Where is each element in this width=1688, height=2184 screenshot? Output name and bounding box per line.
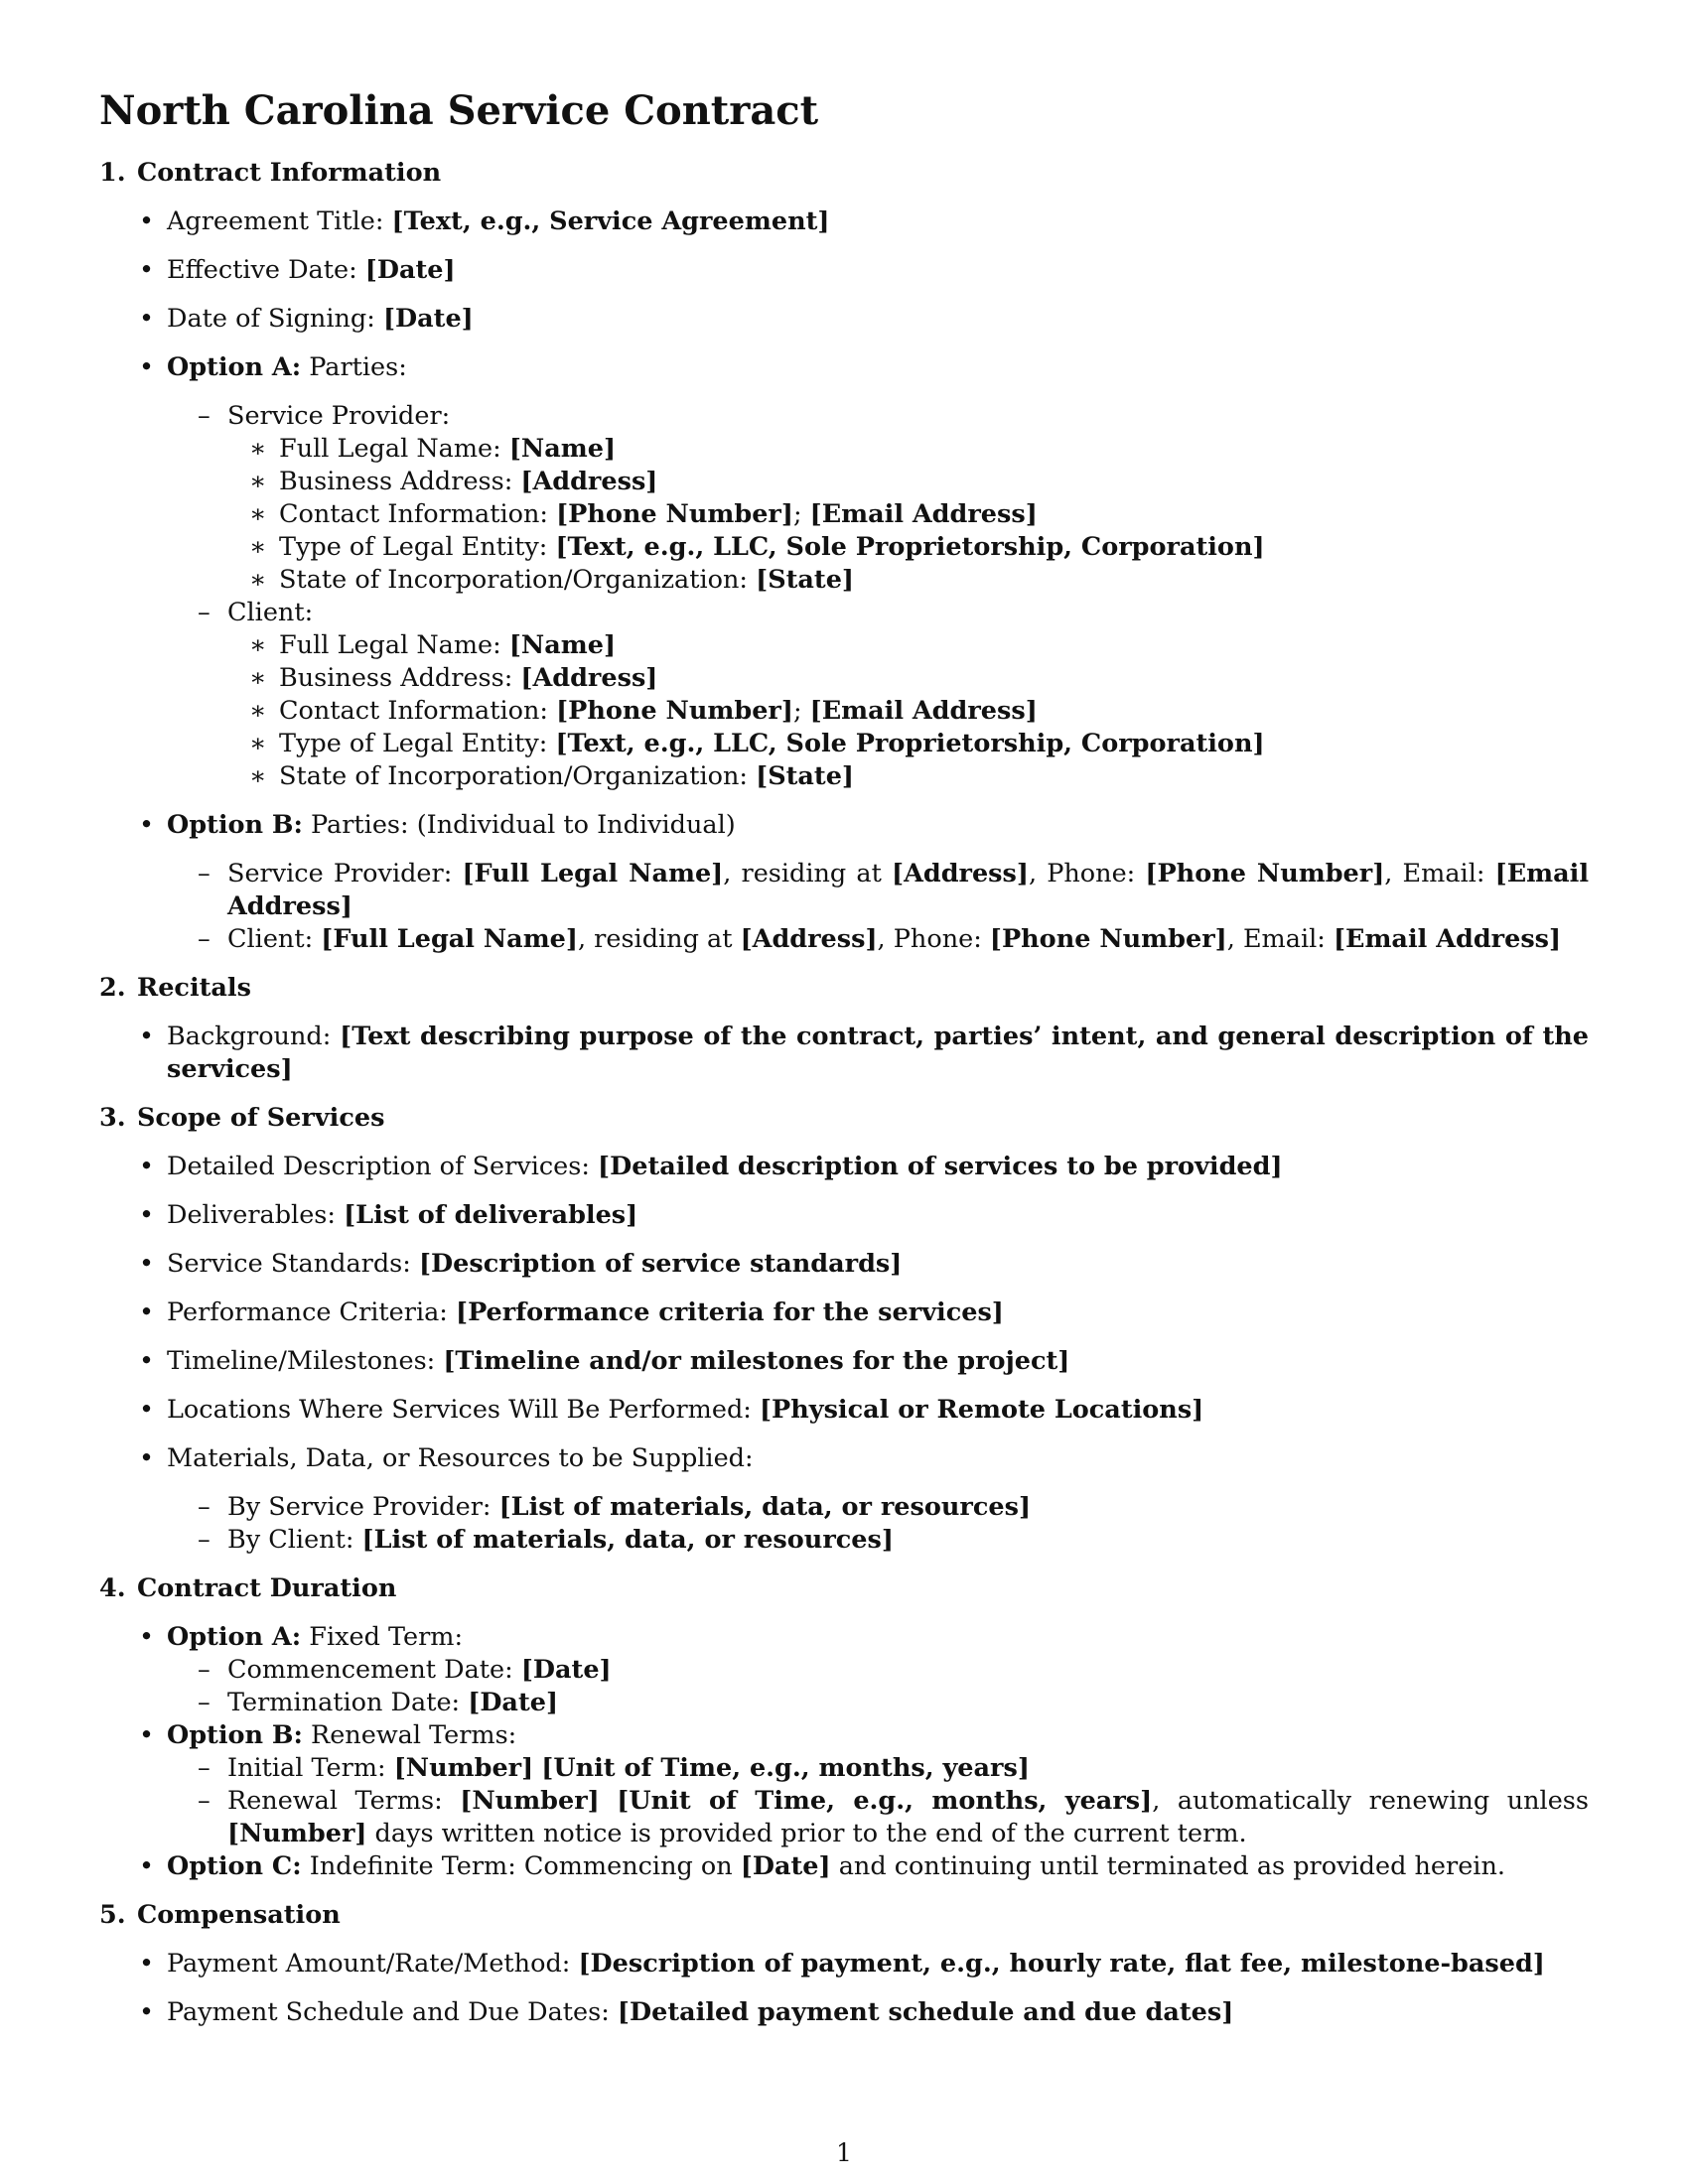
field-label: , residing at (723, 859, 893, 888)
section-number: 3. (99, 1103, 126, 1133)
field-label: Contact Information: (279, 696, 557, 726)
field-placeholder: [Email Address] (227, 859, 1590, 921)
compensation-list (99, 1948, 1589, 2029)
field-placeholder: [Name] (508, 630, 617, 660)
section-contract-duration (99, 1572, 1589, 1883)
field-label: Termination Date: (227, 1688, 469, 1717)
field-label: Effective Date: (167, 255, 365, 285)
field-label: Materials, Data, or Resources to be Supplied: (167, 1443, 754, 1473)
field-label: Background: (167, 1022, 341, 1051)
field-placeholder: [Number] (227, 1819, 367, 1848)
page-title: North Carolina Service Contract (99, 87, 819, 134)
field-label: Timeline/Milestones: (167, 1346, 444, 1376)
field-placeholder: [List of deliverables] (344, 1200, 638, 1230)
field-placeholder: [Detailed description of services to be provided] (598, 1152, 1283, 1181)
scope-list (99, 1151, 1589, 1557)
field-placeholder: [Date] (468, 1688, 559, 1717)
page-number: 1 (836, 2138, 852, 2167)
section-recitals (99, 972, 1589, 1086)
list-item (279, 498, 1589, 531)
field-label: Payment Schedule and Due Dates: (167, 1997, 618, 2027)
field-placeholder: [Full Legal Name] (321, 924, 578, 954)
field-label: Locations Where Services Will Be Performed: (167, 1395, 760, 1425)
field-placeholder: [Phone Number] (989, 924, 1227, 954)
field-placeholder: [Address] (740, 924, 878, 954)
party-label: Client: (227, 924, 322, 954)
list-item (279, 760, 1589, 793)
field-label: , residing at (577, 924, 741, 954)
section-heading (99, 1102, 1589, 1135)
field-placeholder: [Email Address] (1333, 924, 1562, 954)
list-item (167, 1345, 1589, 1378)
section-number: 4. (99, 1573, 126, 1603)
contract-info-list (99, 205, 1589, 956)
field-placeholder: [Number] (460, 1786, 600, 1816)
list-item (167, 1248, 1589, 1281)
section-title: Scope of Services (137, 1103, 385, 1133)
field-placeholder: [Physical or Remote Locations] (759, 1395, 1204, 1425)
field-label: Initial Term: (227, 1753, 394, 1783)
list-item (279, 466, 1589, 498)
option-text: Parties: (Individual to Individual) (302, 810, 736, 840)
list-item (167, 1948, 1589, 1980)
list-item (279, 662, 1589, 695)
field-placeholder: [Phone Number] (556, 499, 793, 529)
list-item (227, 923, 1589, 956)
field-placeholder: [Date] (382, 304, 474, 334)
option-b-renewal-terms (167, 1719, 1589, 1850)
field-label: Detailed Description of Services: (167, 1152, 599, 1181)
list-item (279, 531, 1589, 564)
parties-list (167, 400, 1589, 793)
field-label: Full Legal Name: (279, 630, 509, 660)
field-label: By Service Provider: (227, 1492, 499, 1522)
duration-list (99, 1621, 1589, 1883)
section-title: Contract Duration (137, 1573, 397, 1603)
contract-body (99, 157, 1589, 2045)
field-label: Contact Information: (279, 499, 557, 529)
field-label: Business Address: (279, 467, 521, 496)
party-label: Service Provider: (227, 859, 463, 888)
field-label: Full Legal Name: (279, 434, 509, 464)
field-label: Payment Amount/Rate/Method: (167, 1949, 579, 1979)
field-placeholder: [Text, e.g., LLC, Sole Proprietorship, Corporation] (555, 729, 1265, 758)
option-label: Option B: (167, 1720, 303, 1750)
field-placeholder: [Unit of Time, e.g., months, years] (617, 1786, 1153, 1816)
field-placeholder: [Number] (393, 1753, 534, 1783)
field-label: , Phone: (877, 924, 990, 954)
clause-text: Indefinite Term: Commencing on (301, 1851, 741, 1881)
field-label: Type of Legal Entity: (279, 532, 556, 562)
materials-item (167, 1442, 1589, 1557)
field-placeholder: [Text, e.g., LLC, Sole Proprietorship, Corporation] (555, 532, 1265, 562)
list-item (279, 695, 1589, 728)
section-heading (99, 972, 1589, 1005)
list-item (227, 1752, 1589, 1785)
list-item (279, 433, 1589, 466)
list-item (167, 303, 1589, 336)
option-c-indefinite-term (167, 1850, 1589, 1883)
option-text: Renewal Terms: (302, 1720, 517, 1750)
field-label: , Email: (1226, 924, 1334, 954)
section-heading (99, 1572, 1589, 1605)
list-item (167, 1394, 1589, 1427)
field-placeholder: [Detailed payment schedule and due dates] (617, 1997, 1234, 2027)
field-placeholder: [Timeline and/or milestones for the project] (443, 1346, 1070, 1376)
list-item (167, 1021, 1589, 1086)
clause-text: and continuing until terminated as provided herein. (830, 1851, 1505, 1881)
list-item (167, 1151, 1589, 1183)
section-scope-of-services (99, 1102, 1589, 1557)
list-item (167, 205, 1589, 238)
section-title: Contract Information (137, 158, 442, 188)
option-text: Fixed Term: (301, 1622, 464, 1652)
party-label: Service Provider: (227, 401, 451, 431)
option-label: Option C: (167, 1851, 302, 1881)
list-item (227, 1785, 1589, 1850)
list-item (227, 1491, 1589, 1524)
separator: ; (792, 696, 810, 726)
field-placeholder: [Date] (520, 1655, 612, 1685)
field-placeholder: [State] (756, 565, 854, 595)
field-placeholder: [Phone Number] (556, 696, 793, 726)
field-placeholder: [Text describing purpose of the contract, parties’ intent, and general description of the services] (167, 1022, 1589, 1084)
field-placeholder: [Address] (520, 663, 658, 693)
option-text: Parties: (301, 352, 407, 382)
provider-details (227, 433, 1589, 597)
field-placeholder: [Address] (892, 859, 1029, 888)
field-label: , Phone: (1028, 859, 1146, 888)
field-placeholder: [Email Address] (809, 696, 1038, 726)
list-item (167, 254, 1589, 287)
materials-list (167, 1491, 1589, 1557)
option-label: Option B: (167, 810, 303, 840)
list-item (167, 1199, 1589, 1232)
field-placeholder: [List of materials, data, or resources] (498, 1492, 1032, 1522)
separator: ; (792, 499, 810, 529)
party-label: Client: (227, 598, 314, 627)
section-number: 5. (99, 1900, 126, 1930)
field-placeholder: [Text, e.g., Service Agreement] (391, 206, 830, 236)
recitals-list (99, 1021, 1589, 1086)
field-placeholder: [Name] (508, 434, 617, 464)
list-item (167, 1996, 1589, 2029)
field-label: Renewal Terms: (227, 1786, 461, 1816)
field-label: State of Incorporation/Organization: (279, 565, 757, 595)
fixed-term-list (167, 1654, 1589, 1719)
field-placeholder: [Unit of Time, e.g., months, years] (541, 1753, 1030, 1783)
field-label: Service Standards: (167, 1249, 419, 1279)
list-item (227, 1687, 1589, 1719)
field-label: State of Incorporation/Organization: (279, 761, 757, 791)
section-contract-information (99, 157, 1589, 956)
section-number: 2. (99, 973, 126, 1003)
field-label: Type of Legal Entity: (279, 729, 556, 758)
clause-text: , automatically renewing unless (1152, 1786, 1589, 1816)
field-label: Performance Criteria: (167, 1297, 456, 1327)
client-details (227, 629, 1589, 793)
service-provider-item (227, 400, 1589, 597)
list-item (167, 1297, 1589, 1329)
list-item (227, 858, 1589, 923)
field-label: Commencement Date: (227, 1655, 521, 1685)
individual-parties-list (167, 858, 1589, 956)
list-item (227, 1524, 1589, 1557)
field-placeholder: [Email Address] (809, 499, 1038, 529)
field-label: By Client: (227, 1525, 362, 1555)
field-placeholder: [Date] (740, 1851, 831, 1881)
field-placeholder: [Performance criteria for the services] (456, 1297, 1004, 1327)
option-label: Option A: (167, 1622, 302, 1652)
field-placeholder: [State] (756, 761, 854, 791)
clause-text: days written notice is provided prior to the end of the current term. (366, 1819, 1247, 1848)
field-placeholder: [List of materials, data, or resources] (361, 1525, 894, 1555)
field-placeholder: [Phone Number] (1145, 859, 1385, 888)
field-label: , Email: (1384, 859, 1495, 888)
list-item (227, 1654, 1589, 1687)
option-a-parties (167, 351, 1589, 793)
option-a-fixed-term (167, 1621, 1589, 1719)
field-placeholder: [Full Legal Name] (462, 859, 724, 888)
option-label: Option A: (167, 352, 302, 382)
field-label: Business Address: (279, 663, 521, 693)
field-placeholder: [Description of payment, e.g., hourly rate, flat fee, milestone-based] (578, 1949, 1545, 1979)
section-compensation (99, 1899, 1589, 2029)
field-label: Deliverables: (167, 1200, 345, 1230)
section-title: Compensation (137, 1900, 341, 1930)
field-label: Agreement Title: (167, 206, 392, 236)
field-label: Date of Signing: (167, 304, 383, 334)
field-placeholder: [Address] (520, 467, 658, 496)
section-heading (99, 157, 1589, 190)
separator (600, 1786, 618, 1816)
client-item (227, 597, 1589, 793)
field-placeholder: [Date] (364, 255, 456, 285)
list-item (279, 629, 1589, 662)
list-item (279, 564, 1589, 597)
section-number: 1. (99, 158, 126, 188)
section-title: Recitals (137, 973, 251, 1003)
list-item (279, 728, 1589, 760)
option-b-parties (167, 809, 1589, 956)
section-heading (99, 1899, 1589, 1932)
field-placeholder: [Description of service standards] (418, 1249, 903, 1279)
renewal-terms-list (167, 1752, 1589, 1850)
